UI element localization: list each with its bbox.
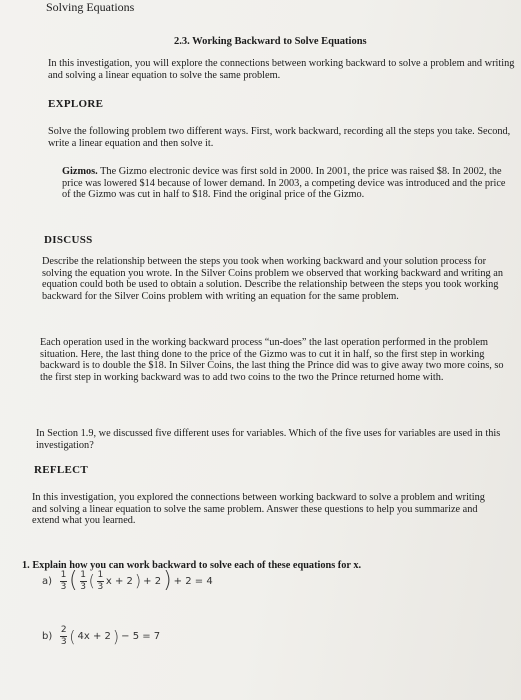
question-number: 1. <box>22 560 30 571</box>
problem-label: Gizmos. <box>62 166 98 177</box>
intro-paragraph: In this investigation, you will explore the connections between working backward to solve a problem and writing and solving a linear equation to solve the same problem. <box>48 58 515 81</box>
gizmos-problem <box>62 166 512 201</box>
fraction-b: $\frac{2}{3}$ <box>60 625 67 647</box>
discuss-paragraph-2: Each operation used in the working backward process “un-does” the last operation performed in the problem situation. Here, the last thing done to the price of the Gizmo was to cut it in half, so the first step in working backward is to double the $18. In Silver Coins, the last thing the Prince did was to give away two more coins, so the first step in working backward was to add two coins to the two the Prince returned home with. <box>40 337 504 383</box>
discuss-heading: DISCUSS <box>44 234 93 246</box>
equation-b: b) $\frac{2}{3}$ ( 4x + 2 ) − 5 = 7 <box>42 625 161 647</box>
reflect-heading: REFLECT <box>34 464 89 476</box>
section-title: 2.3. Working Backward to Solve Equations <box>174 36 367 47</box>
fraction-a3: $\frac{1}{3}$ <box>97 569 104 592</box>
part-b-label: b) <box>42 631 53 642</box>
fraction-a1: $\frac{1}{3}$ <box>60 569 67 592</box>
reflect-paragraph: In this investigation, you explored the connections between working backward to solve a problem and writing and solving a linear equation to solve the same problem. Answer these questions to help you summarize and extend what you learned. <box>32 492 485 527</box>
discuss-paragraph-3: In Section 1.9, we discussed five different uses for variables. Which of the five uses for variables are used in this investigation? <box>36 428 501 451</box>
fraction-a2: $\frac{1}{3}$ <box>80 569 86 592</box>
explore-instructions: Solve the following problem two different ways. First, work backward, recording all the steps you take. Second, write a linear equation and then solve it. <box>48 126 511 149</box>
inner-b: 4x + 2 <box>77 631 111 642</box>
term-a: x + 2 <box>105 575 133 587</box>
part-a-label: a) <box>42 575 53 587</box>
explore-heading: EXPLORE <box>48 98 104 110</box>
running-head: Solving Equations <box>46 0 135 14</box>
equation-a: a) $\frac{1}{3}$ ( $\frac{1}{3}$ ( $\frac{1}{3}$ x + 2 ) + 2 ) + 2 = 4 <box>42 568 213 593</box>
problem-text: The Gizmo electronic device was first sold in 2000. In 2001, the price was raised $8. In 2002, the price was lowered $14 because of lower demand. In 2003, a competing device was introduced and the price of the Gizmo was cut in half to $18. Find the original price of the Gizmo. <box>62 166 506 201</box>
discuss-paragraph-1: Describe the relationship between the steps you took when working backward and your solution process for solving the equation you wrote. In the Silver Coins problem we observed that working backward and writing an equation could both be used to obtain a solution. Describe the relationship between the steps you took working backward for the Silver Coins problem with writing an equation for the same problem. <box>42 256 503 302</box>
question-text: Explain how you can work backward to solve each of these equations for x. <box>32 560 362 571</box>
